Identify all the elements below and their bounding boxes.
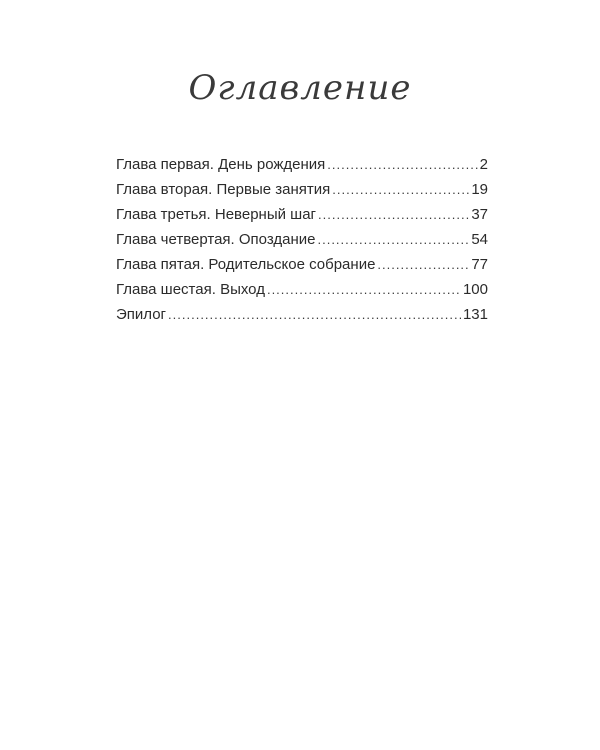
dot-leader	[267, 277, 461, 302]
toc-entry	[116, 202, 488, 227]
toc-entry-page: 77	[471, 256, 488, 273]
toc-entry	[116, 277, 488, 302]
toc-entry-page: 19	[471, 181, 488, 198]
page-title: Оглавление	[188, 68, 412, 108]
dot-leader	[377, 252, 469, 277]
dot-leader	[318, 202, 469, 227]
dot-leader	[332, 177, 469, 202]
dot-leader	[327, 152, 477, 177]
toc-entry-page: 2	[479, 156, 488, 173]
table-of-contents	[116, 152, 488, 327]
toc-entry-page: 131	[462, 306, 488, 323]
toc-entry	[116, 152, 488, 177]
toc-entry-title: Глава третья. Неверный шаг	[116, 206, 317, 223]
toc-entry-title: Глава первая. День рождения	[116, 156, 326, 173]
toc-entry	[116, 227, 488, 252]
toc-entry-title: Глава вторая. Первые занятия	[116, 181, 331, 198]
dot-leader	[317, 227, 469, 252]
toc-entry	[116, 302, 488, 327]
toc-entry-page: 100	[462, 281, 488, 298]
dot-leader	[168, 302, 461, 327]
toc-entry-page: 37	[471, 206, 488, 223]
toc-entry-title: Глава шестая. Выход	[116, 281, 265, 298]
toc-entry-title: Глава пятая. Родительское собрание	[116, 256, 376, 273]
toc-entry-title: Эпилог	[116, 306, 167, 323]
toc-entry	[116, 252, 488, 277]
toc-entry-page: 54	[471, 231, 488, 248]
toc-entry	[116, 177, 488, 202]
toc-entry-title: Глава четвертая. Опоздание	[116, 231, 316, 248]
